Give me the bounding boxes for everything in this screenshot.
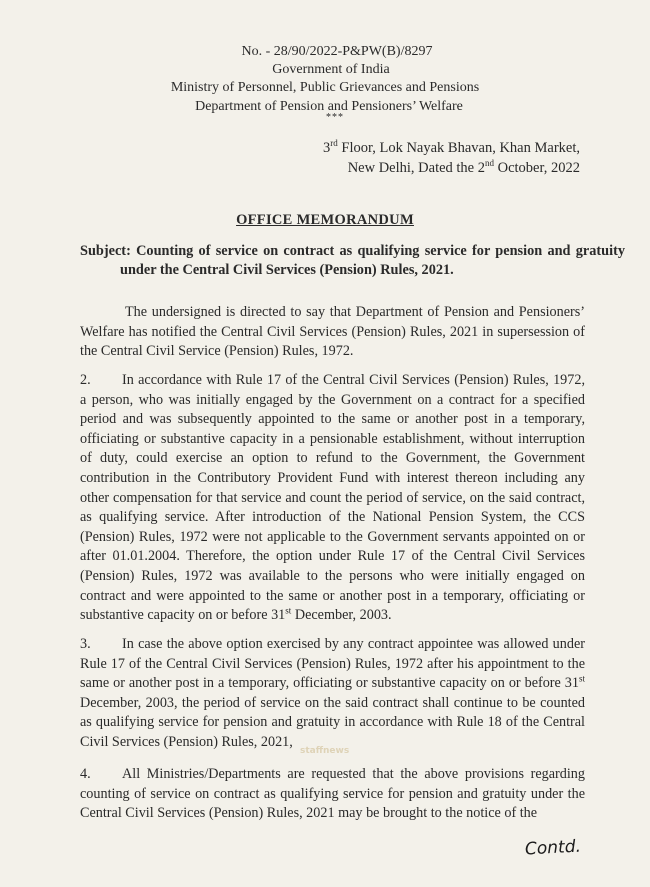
floor-suffix: rd	[330, 138, 338, 149]
paragraph-4	[80, 765, 585, 824]
paragraph-2	[80, 371, 585, 626]
date-line	[348, 160, 580, 177]
paragraph-2-sup: st	[285, 605, 292, 616]
memo-title: OFFICE MEMORANDUM	[236, 212, 414, 228]
paragraph-2-text: In accordance with Rule 17 of the Central Civil Services (Pension) Rules, 1972, a person, who was initially engaged by the Government on a contract for a specified period and was subsequently appointed to the same or another post in a temporary, officiating or substantive capacity in a pensionable establishment, without interruption of duty, could exercise an option to refund to the Government, the Government contribution in the Contributory Provident Fund with interest thereon including any other compensation for that service and count the period of service, on the said contract, as qualifying service. After introduction of the National Pension System, the CCS (Pension) Rules, 1972 were not applicable to the Government servants appointed on or after 01.01.2004. Therefore, the option under Rule 17 of the Central Civil Services (Pension) Rules, 1972 was available to the persons who were initially engaged on contract and were appointed to the same or another post in a temporary, officiating or substantive capacity on or before 31	[80, 372, 585, 624]
paragraph-2-end: December, 2003.	[291, 607, 392, 624]
paragraph-3-number: 3.	[80, 636, 91, 652]
contd-handwritten-note: Contd.	[524, 836, 582, 860]
date-month-year: October, 2022	[494, 160, 580, 176]
paragraph-2-number: 2.	[80, 372, 91, 388]
watermark: staffnews	[300, 746, 350, 756]
paragraph-3	[80, 635, 585, 753]
subject-line: Subject: Counting of service on contract as qualifying service for pension and gratuity under the Central Civil Services (Pension) Rules, 2021.	[80, 243, 625, 278]
address-text: Floor, Lok Nayak Bhavan, Khan Market,	[337, 140, 580, 156]
paragraph-3-sup: st	[578, 673, 585, 684]
government-line: Government of India	[272, 62, 390, 77]
date-day: 2	[477, 160, 485, 176]
date-day-suffix: nd	[485, 158, 494, 169]
city-dated: New Delhi, Dated the	[347, 160, 478, 176]
paragraph-3-end: December, 2003, the period of service on the said contract shall continue to be counted as qualifying service for pension and gratuity in accordance with Rule 18 of the Central Civil Services (Pension) Rules, 2021,	[80, 694, 585, 750]
separator-stars: ***	[326, 112, 344, 123]
floor-number: 3	[323, 140, 331, 156]
ministry-line: Ministry of Personnel, Public Grievances and Pensions	[170, 80, 480, 95]
reference-number: No. - 28/90/2022-P&PW(B)/8297	[241, 44, 433, 59]
paragraph-1: The undersigned is directed to say that Department of Pension and Pensioners’ Welfare has notified the Central Civil Services (Pension) Rules, 2021 in supersession of the Central Civil Service (Pension) Rules, 1972.	[80, 304, 585, 360]
paragraph-4-number: 4.	[80, 766, 91, 782]
address-line-1	[323, 140, 580, 157]
department-line: Department of Pension and Pensioners’ Welfare	[195, 99, 463, 114]
paragraph-3-text: In case the above option exercised by any contract appointee was allowed under Rule 17 of the Central Civil Services (Pension) Rules, 1972 after his appointment to the same or another post in a temporary, officiating or substantive capacity on or before 31	[80, 636, 585, 692]
paragraph-4-text: All Ministries/Departments are requested that the above provisions regarding counting of service on contract as qualifying service for pension and gratuity under the Central Civil Services (Pension) Rules, 2021 may be brought to the notice of the	[80, 766, 585, 822]
